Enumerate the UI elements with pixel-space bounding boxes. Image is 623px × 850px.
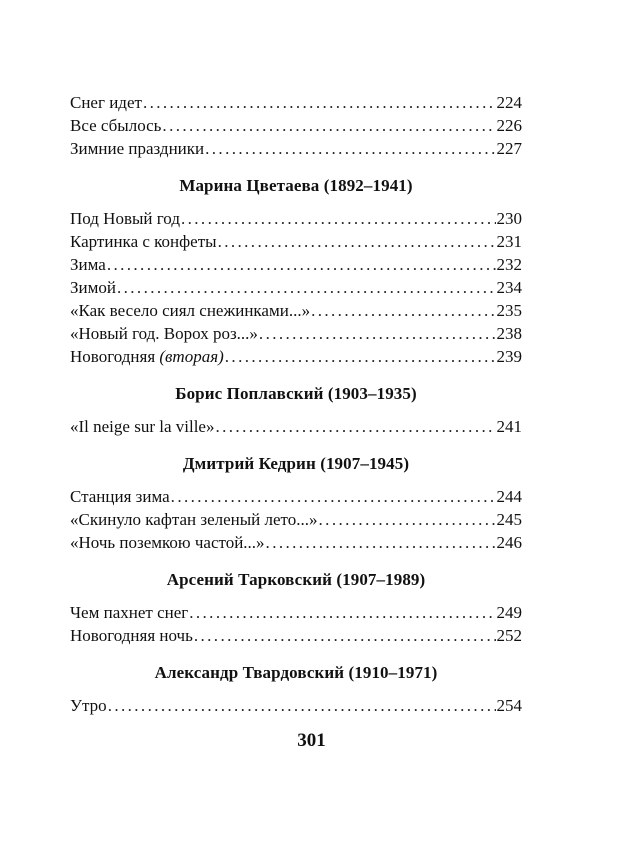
author-heading: Борис Поплавский (1903–1935) (175, 384, 417, 403)
toc-entry (70, 91, 522, 114)
toc-section (70, 91, 522, 160)
entry-page-number: 252 (496, 626, 522, 645)
entry-page-number: 230 (496, 209, 522, 228)
entry-title: Картинка с конфеты (70, 232, 217, 251)
table-of-contents (70, 91, 522, 717)
entry-title: Станция зима (70, 487, 170, 506)
dot-leader (108, 694, 496, 717)
dot-leader (225, 345, 496, 368)
entry-title: Зима (70, 255, 106, 274)
entry-title: «Скинуло кафтан зеленый лето...» (70, 510, 318, 529)
entry-title: «Il neige sur la ville» (70, 417, 215, 436)
entry-page-number: 246 (496, 533, 522, 552)
toc-entry (70, 624, 522, 647)
dot-leader (143, 91, 496, 114)
toc-entry (70, 230, 522, 253)
entry-page-number: 231 (496, 232, 522, 251)
entry-page-number: 238 (496, 324, 522, 343)
entry-page-number: 241 (496, 417, 522, 436)
toc-entry (70, 694, 522, 717)
entry-title: «Новый год. Ворох роз...» (70, 324, 258, 343)
entry-page-number: 245 (496, 510, 522, 529)
dot-leader (259, 322, 496, 345)
toc-entry (70, 207, 522, 230)
toc-entry (70, 508, 522, 531)
entry-title: Утро (70, 696, 107, 715)
entry-page-number: 234 (496, 278, 522, 297)
toc-entry (70, 345, 522, 368)
entry-page-number: 224 (496, 93, 522, 112)
author-heading: Александр Твардовский (1910–1971) (154, 663, 438, 682)
page-number: 301 (297, 730, 326, 751)
entry-title: «Как весело сиял снежинками...» (70, 301, 311, 320)
dot-leader (171, 485, 496, 508)
entry-page-number: 244 (496, 487, 522, 506)
toc-section (70, 569, 522, 647)
entry-page-number: 232 (496, 255, 522, 274)
toc-entry (70, 485, 522, 508)
dot-leader (218, 230, 496, 253)
toc-entry (70, 415, 522, 438)
dot-leader (189, 601, 495, 624)
dot-leader (319, 508, 496, 531)
entry-title: Зимние праздники (70, 139, 205, 158)
toc-entry (70, 531, 522, 554)
dot-leader (117, 276, 496, 299)
author-heading: Дмитрий Кедрин (1907–1945) (182, 454, 410, 473)
toc-entry (70, 114, 522, 137)
dot-leader (215, 415, 495, 438)
dot-leader (194, 624, 496, 647)
toc-section (70, 453, 522, 554)
entry-title: Под Новый год (70, 209, 180, 228)
entry-title: Снег идет (70, 93, 142, 112)
entry-title: Чем пахнет снег (70, 603, 189, 622)
entry-page-number: 239 (496, 347, 522, 366)
dot-leader (205, 137, 495, 160)
toc-entry (70, 322, 522, 345)
toc-entry (70, 601, 522, 624)
dot-leader (107, 253, 496, 276)
toc-entry (70, 253, 522, 276)
author-heading: Арсений Тарковский (1907–1989) (166, 570, 426, 589)
entry-page-number: 249 (496, 603, 522, 622)
toc-section (70, 383, 522, 438)
toc-section (70, 175, 522, 368)
entry-title: Новогодняя ночь (70, 626, 193, 645)
dot-leader (266, 531, 496, 554)
dot-leader (311, 299, 495, 322)
dot-leader (181, 207, 496, 230)
author-heading: Марина Цветаева (1892–1941) (179, 176, 413, 195)
toc-entry (70, 137, 522, 160)
entry-title: «Ночь поземкою частой...» (70, 533, 265, 552)
entry-page-number: 235 (496, 301, 522, 320)
toc-section (70, 662, 522, 717)
entry-title-note: (вторая) (159, 347, 224, 366)
entry-title: Новогодняя (вторая) (70, 347, 224, 366)
entry-page-number: 226 (496, 116, 522, 135)
toc-entry (70, 299, 522, 322)
entry-title: Все сбылось (70, 116, 162, 135)
toc-entry (70, 276, 522, 299)
dot-leader (162, 114, 495, 137)
entry-page-number: 254 (496, 696, 522, 715)
entry-page-number: 227 (496, 139, 522, 158)
entry-title: Зимой (70, 278, 116, 297)
